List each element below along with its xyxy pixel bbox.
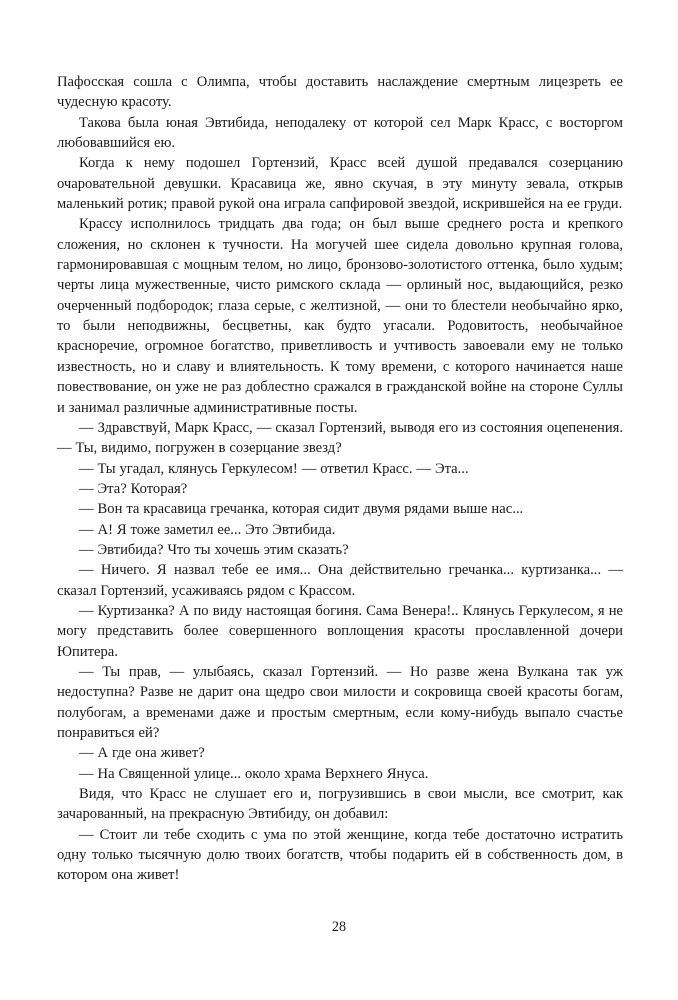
paragraph: Такова была юная Эвтибида, неподалеку от которой сел Марк Красс, с восторгом любовавшийся ею. xyxy=(57,114,623,152)
paragraph: — Стоит ли тебе сходить с ума по этой женщине, когда тебе достаточно истратить одну только тысячную долю твоих богатств, чтобы подарить ей в собственность дом, в котором она живет! xyxy=(57,826,623,884)
paragraph: — Эта? Которая? xyxy=(79,480,188,497)
paragraph: Крассу исполнилось тридцать два года; он был выше среднего роста и крепкого сложения, но склонен к тучности. На могучей шее сидела довольно крупная голова, гармонировавшая с мощным телом, но лицо, бронзово-золотистого оттенка, было худым; черты лица мужественные, чисто римского склада — орлиный нос, выдающийся, резко очерченный подбородок; глаза серые, с желтизной, — они то блестели необычайно ярко, то были неподвижны, бесцветны, как будто угасали. Родовитость, необычайное красноречие, огромное богатство, приветливость и учтивость завоевали ему не только известность, но и славу и влиятельность. К тому времени, с которого начинается наше повествование, он уже не раз доблестно сражался в гражданской войне на стороне Суллы и занимал различные административные посты. xyxy=(57,216,623,416)
paragraph: — Здравствуй, Марк Красс, — сказал Гортензий, выводя его из состояния оцепенения. — Ты, видимо, погружен в созерцание звезд? xyxy=(57,419,623,457)
paragraph: — На Священной улице... около храма Верхнего Януса. xyxy=(79,765,429,782)
paragraph: Когда к нему подошел Гортензий, Красс всей душой предавался созерцанию очаровательной девушки. Красавица же, явно скучая, в эту минуту зевала, открыв маленький ротик; правой рукой она играла сапфировой звездой, искрившейся на ее груди. xyxy=(57,155,623,213)
paragraph: Пафосская сошла с Олимпа, чтобы доставить наслаждение смертным лицезреть ее чудесную красоту. xyxy=(57,74,623,111)
paragraph: — Ты прав, — улыбаясь, сказал Гортензий. — Но разве жена Вулкана так уж недоступна? Разве не дарит она щедро свои милости и сокровища своей красоты богам, полубогам, а временами даже и простым смертным, если кому-нибудь выпало счастье понравиться ей? xyxy=(57,663,623,741)
paragraph: — Вон та красавица гречанка, которая сидит двумя рядами выше нас... xyxy=(79,501,524,518)
page-number: 28 xyxy=(331,919,347,935)
paragraph: — А где она живет? xyxy=(79,745,205,762)
paragraph: — А! Я тоже заметил ее... Это Эвтибида. xyxy=(79,521,336,538)
paragraph: — Ты угадал, клянусь Геркулесом! — ответил Красс. — Эта... xyxy=(79,460,469,477)
paragraph: — Эвтибида? Что ты хочешь этим сказать? xyxy=(79,541,349,558)
paragraph: — Ничего. Я назвал тебе ее имя... Она действительно гречанка... куртизанка... — сказал Гортензий, усаживаясь рядом с Крассом. xyxy=(57,562,623,599)
body-text xyxy=(57,72,623,886)
paragraph: — Куртизанка? А по виду настоящая богиня. Сама Венера!.. Клянусь Геркулесом, я не могу представить более совершенного воплощения красоты прославленной дочери Юпитера. xyxy=(57,602,623,660)
paragraph: Видя, что Красс не слушает его и, погрузившись в свои мысли, все смотрит, как зачарованный, на прекрасную Эвтибиду, он добавил: xyxy=(57,786,623,823)
